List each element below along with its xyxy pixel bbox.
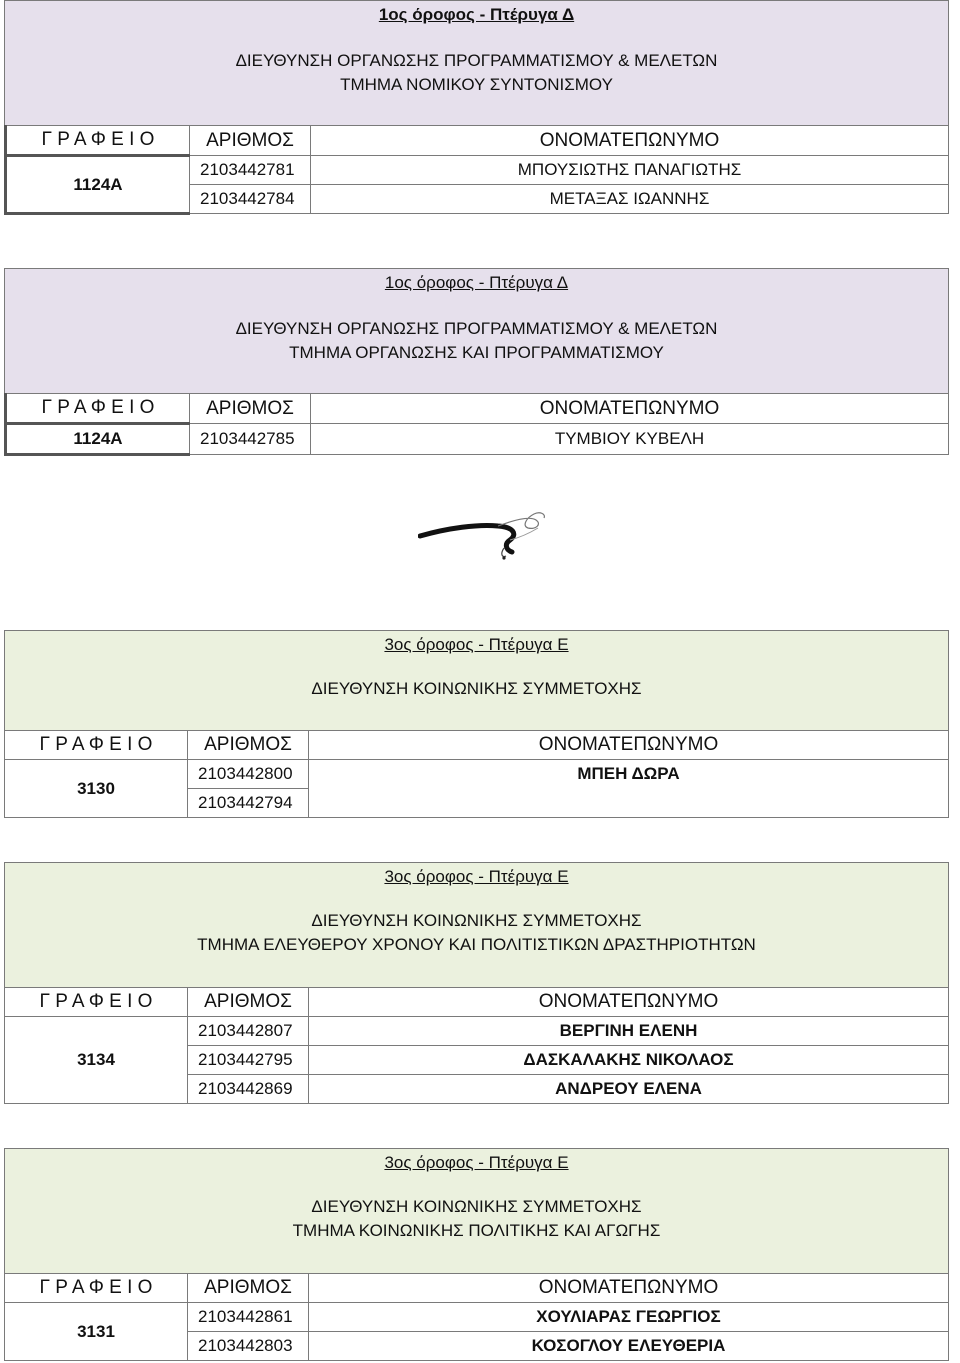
col-office-header: Γ Ρ Α Φ Ε Ι Ο: [6, 394, 190, 424]
col-office-header: Γ Ρ Α Φ Ε Ι Ο: [6, 126, 190, 156]
directorate-line: ΔΙΕΥΘΥΝΣΗ ΟΡΓΑΝΩΣΗΣ ΠΡΟΓΡΑΜΜΑΤΙΣΜΟΥ & ΜΕΛΕΤΩΝ: [235, 319, 718, 338]
col-number-header: ΑΡΙΘΜΟΣ: [188, 731, 309, 760]
department-line: ΤΜΗΜΑ ΚΟΙΝΩΝΙΚΗΣ ΠΟΛΙΤΙΚΗΣ ΚΑΙ ΑΓΩΓΗΣ: [292, 1221, 661, 1240]
col-number-header: ΑΡΙΘΜΟΣ: [188, 988, 309, 1017]
phone-number: 2103442800: [188, 760, 309, 789]
section-header: [4, 0, 949, 125]
phone-number: 2103442794: [188, 789, 309, 818]
section-header: [4, 630, 949, 730]
phone-number: 2103442795: [188, 1046, 309, 1075]
directory-table: [4, 987, 949, 1104]
phone-number: 2103442861: [188, 1303, 309, 1332]
col-name-header: ΟΝΟΜΑΤΕΠΩΝΥΜΟ: [309, 731, 949, 760]
floor-label: 3ος όροφος - Πτέρυγα Ε: [384, 1153, 569, 1172]
section-header: [4, 268, 949, 393]
col-number-header: ΑΡΙΘΜΟΣ: [190, 394, 311, 424]
person-name: ΜΠΕΗ ΔΩΡΑ: [309, 760, 949, 789]
col-name-header: ΟΝΟΜΑΤΕΠΩΝΥΜΟ: [311, 394, 949, 424]
floor-label: 1ος όροφος - Πτέρυγα Δ: [378, 5, 575, 24]
section-header: [4, 862, 949, 987]
person-name: ΑΝΔΡΕΟΥ ΕΛΕΝΑ: [309, 1075, 949, 1104]
table-header-row: [6, 394, 949, 424]
department-line: ΤΜΗΜΑ ΟΡΓΑΝΩΣΗΣ ΚΑΙ ΠΡΟΓΡΑΜΜΑΤΙΣΜΟΥ: [289, 343, 664, 362]
directorate-line: ΔΙΕΥΘΥΝΣΗ ΚΟΙΝΩΝΙΚΗΣ ΣΥΜΜΕΤΟΧΗΣ: [311, 679, 642, 698]
col-number-header: ΑΡΙΘΜΟΣ: [190, 126, 311, 156]
floor-label: 1ος όροφος - Πτέρυγα Δ: [384, 273, 569, 292]
directory-table: [4, 393, 949, 456]
col-office-header: Γ Ρ Α Φ Ε Ι Ο: [5, 988, 188, 1017]
directory-table: [4, 1273, 949, 1361]
floor-label: 3ος όροφος - Πτέρυγα Ε: [384, 635, 569, 654]
table-row: [5, 760, 949, 789]
col-name-header: ΟΝΟΜΑΤΕΠΩΝΥΜΟ: [311, 126, 949, 156]
table-header-row: [5, 731, 949, 760]
department-line: ΤΜΗΜΑ ΕΛΕΥΘΕΡΟΥ ΧΡΟΝΟΥ ΚΑΙ ΠΟΛΙΤΙΣΤΙΚΩΝ ΔΡΑΣΤΗΡΙΟΤΗΤΩΝ: [197, 935, 756, 954]
table-header-row: [6, 126, 949, 156]
person-name: ΔΑΣΚΑΛΑΚΗΣ ΝΙΚΟΛΑΟΣ: [309, 1046, 949, 1075]
person-name: ΚΟΣΟΓΛΟΥ ΕΛΕΥΘΕΡΙΑ: [309, 1332, 949, 1361]
decorative-swirl-logo: [418, 498, 558, 568]
section-header: [4, 1148, 949, 1273]
office-cell: 1124Α: [6, 156, 190, 214]
phone-number: 2103442784: [190, 185, 311, 214]
person-name: ΒΕΡΓΙΝΗ ΕΛΕΝΗ: [309, 1017, 949, 1046]
section-3: [4, 630, 949, 818]
directory-table: [4, 730, 949, 818]
person-name: ΜΠΟΥΣΙΩΤΗΣ ΠΑΝΑΓΙΩΤΗΣ: [311, 156, 949, 185]
table-header-row: [5, 1274, 949, 1303]
phone-number: 2103442803: [188, 1332, 309, 1361]
phone-number: 2103442869: [188, 1075, 309, 1104]
col-number-header: ΑΡΙΘΜΟΣ: [188, 1274, 309, 1303]
floor-label: 3ος όροφος - Πτέρυγα Ε: [384, 867, 569, 886]
directorate-line: ΔΙΕΥΘΥΝΣΗ ΚΟΙΝΩΝΙΚΗΣ ΣΥΜΜΕΤΟΧΗΣ: [311, 1197, 642, 1216]
phone-number: 2103442785: [190, 424, 311, 455]
section-2: [4, 268, 949, 456]
person-name: ΧΟΥΛΙΑΡΑΣ ΓΕΩΡΓΙΟΣ: [309, 1303, 949, 1332]
office-cell: 3131: [5, 1303, 188, 1361]
table-row: [6, 156, 949, 185]
phone-number: 2103442781: [190, 156, 311, 185]
directory-table: [4, 125, 949, 215]
table-header-row: [5, 988, 949, 1017]
table-row: [5, 1017, 949, 1046]
phone-number: 2103442807: [188, 1017, 309, 1046]
directorate-line: ΔΙΕΥΘΥΝΣΗ ΟΡΓΑΝΩΣΗΣ ΠΡΟΓΡΑΜΜΑΤΙΣΜΟΥ & ΜΕΛΕΤΩΝ: [235, 51, 718, 70]
office-cell: 3130: [5, 760, 188, 818]
table-row: [6, 424, 949, 455]
col-name-header: ΟΝΟΜΑΤΕΠΩΝΥΜΟ: [309, 988, 949, 1017]
directorate-line: ΔΙΕΥΘΥΝΣΗ ΚΟΙΝΩΝΙΚΗΣ ΣΥΜΜΕΤΟΧΗΣ: [311, 911, 642, 930]
department-line: ΤΜΗΜΑ ΝΟΜΙΚΟΥ ΣΥΝΤΟΝΙΣΜΟΥ: [340, 75, 613, 94]
section-4: [4, 862, 949, 1104]
office-cell: 1124Α: [6, 424, 190, 455]
empty-name-cell: [309, 789, 949, 818]
col-office-header: Γ Ρ Α Φ Ε Ι Ο: [5, 731, 188, 760]
table-row: [5, 1303, 949, 1332]
col-name-header: ΟΝΟΜΑΤΕΠΩΝΥΜΟ: [309, 1274, 949, 1303]
person-name: ΤΥΜΒΙΟΥ ΚΥΒΕΛΗ: [311, 424, 949, 455]
section-5: [4, 1148, 949, 1361]
col-office-header: Γ Ρ Α Φ Ε Ι Ο: [5, 1274, 188, 1303]
section-1: [4, 0, 949, 215]
person-name: ΜΕΤΑΞΑΣ ΙΩΑΝΝΗΣ: [311, 185, 949, 214]
office-cell: 3134: [5, 1017, 188, 1104]
